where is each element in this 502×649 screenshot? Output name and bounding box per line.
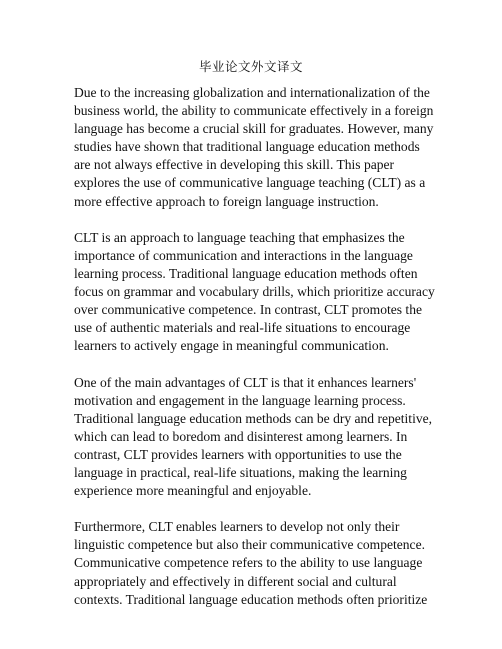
document-title: 毕业论文外文译文 [198,59,303,74]
paragraph-2: CLT is an approach to language teaching that emphasizes the importance of communication and interactions in the language learning process. Traditional language education methods often focus on grammar and vocabulary drills, which prioritize accuracy over communicative competence. In contrast, CLT promotes the use of authentic materials and real-life situations to encourage learners to actively engage in meaningful communication. [74,229,435,354]
paragraph-3: One of the main advantages of CLT is that it enhances learners' motivation and engagement in the language learning process. Traditional language education methods can be dry and repetitive, which can lead to boredom and disinterest among learners. In contrast, CLT provides learners with opportunities to use the language in practical, real-life situations, making the learning experience more meaningful and enjoyable. [74,374,433,499]
paragraph-1: Due to the increasing globalization and internationalization of the business world, the ability to communicate effectively in a foreign language has become a crucial skill for graduates. However, many studies have shown that traditional language education methods are not always effective in developing this skill. This paper explores the use of communicative language teaching (CLT) as a more effective approach to foreign language instruction. [74,85,434,209]
paragraph-4: Furthermore, CLT enables learners to develop not only their linguistic competence but also their communicative competence. Communicative competence refers to the ability to use language appropriately and effectively in different social and cultural contexts. Traditional language education methods often prioritize [74,519,428,607]
document-body [74,84,436,627]
